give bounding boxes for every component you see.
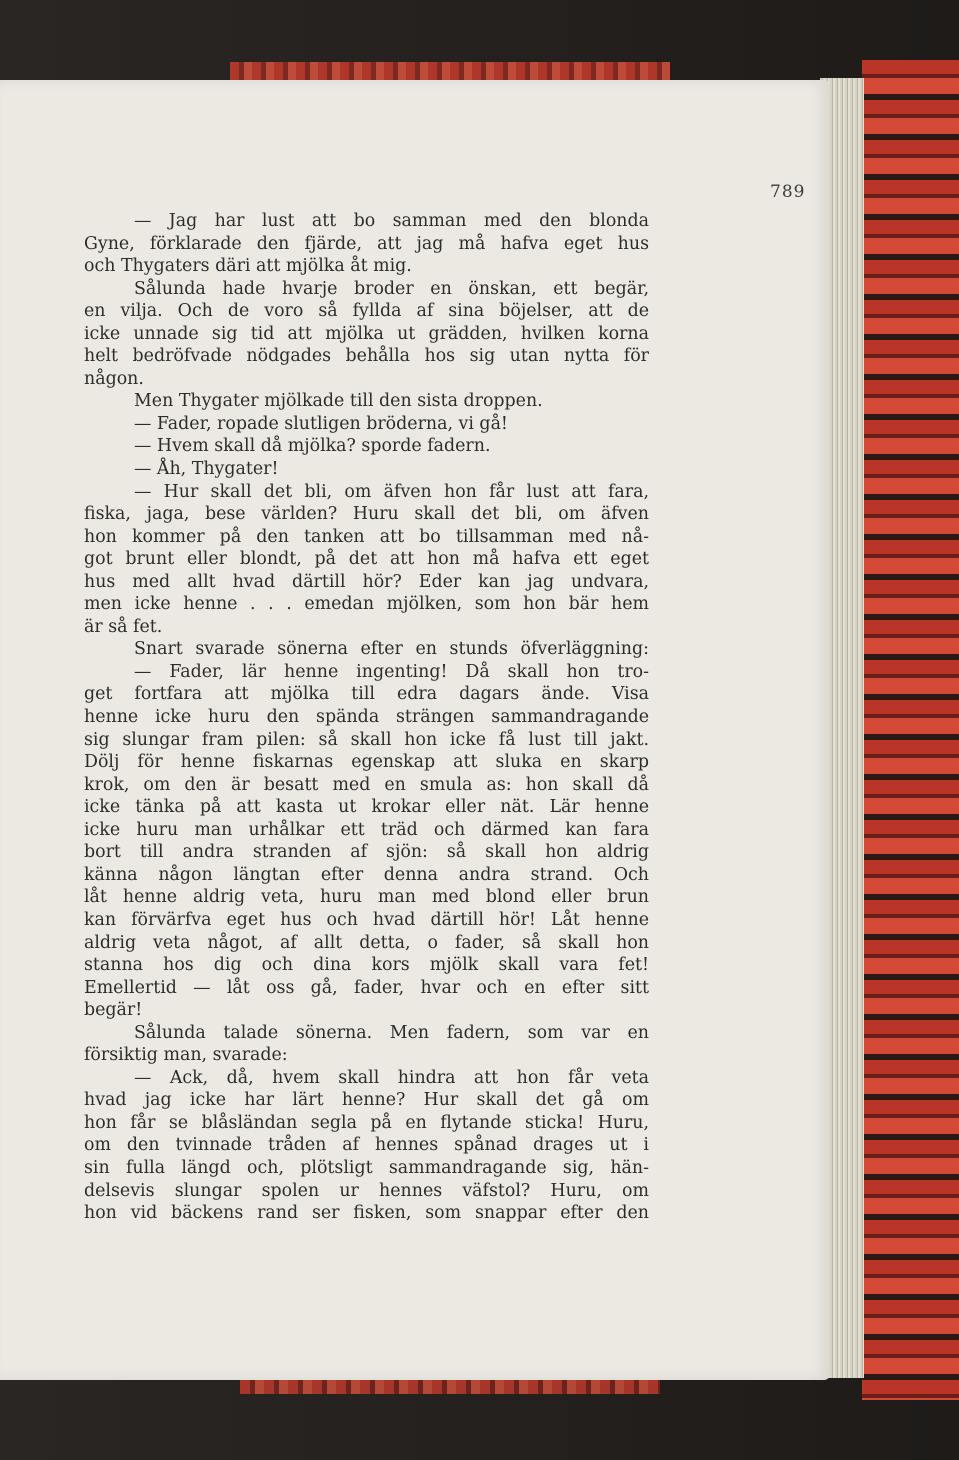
text-line: hon kommer på den tanken att bo tillsamman med nå- bbox=[84, 526, 649, 547]
text-line: krok, om den är besatt med en smula as: hon skall då bbox=[84, 774, 649, 795]
text-line: — Hur skall det bli, om äfven hon får lust att fara, bbox=[134, 481, 649, 502]
text-line: aldrig veta något, af allt detta, o fader, så skall hon bbox=[84, 932, 649, 953]
text-line: henne icke huru den spända strängen sammandragande bbox=[84, 707, 649, 728]
text-line: hus med allt hvad därtill hör? Eder kan jag undvara, bbox=[84, 571, 649, 592]
text-line: fiska, jaga, bese världen? Huru skall det bli, om äfven bbox=[84, 504, 649, 525]
text-line: Sålunda talade sönerna. Men fadern, som var en bbox=[134, 1022, 649, 1043]
text-line: hvad jag icke har lärt henne? Hur skall det gå om bbox=[84, 1090, 649, 1111]
text-line: begär! bbox=[84, 1000, 143, 1021]
text-line: get fortfara att mjölka till edra dagars ände. Visa bbox=[84, 684, 649, 705]
text-line: bort till andra stranden af sjön: så skall hon aldrig bbox=[84, 842, 649, 863]
text-line: en vilja. Och de voro så fyllda af sina böjelser, att de bbox=[84, 301, 649, 322]
text-line: Snart svarade sönerna efter en stunds öfverläggning: bbox=[134, 639, 649, 660]
text-line: försiktig man, svarade: bbox=[84, 1045, 288, 1066]
text-line: icke huru man urhålkar ett träd och därmed kan fara bbox=[84, 819, 649, 840]
text-line: — Åh, Thygater! bbox=[134, 459, 279, 480]
text-line: Sålunda hade hvarje broder en önskan, ett begär, bbox=[134, 278, 649, 299]
text-line: kan förvärfva eget hus och hvad därtill hör! Låt henne bbox=[84, 909, 649, 930]
text-line: sig slungar fram pilen: så skall hon icke få lust till jakt. bbox=[84, 729, 649, 750]
text-line: är så fet. bbox=[84, 616, 163, 637]
book-edge-right bbox=[862, 60, 959, 1400]
text-line: delsevis slungar spolen ur hennes väfstol? Huru, om bbox=[84, 1180, 649, 1201]
text-line: känna någon längtan efter denna andra strand. Och bbox=[84, 864, 649, 885]
page-number: 789 bbox=[770, 182, 806, 202]
text-line: Dölj för henne fiskarnas egenskap att sluka en skarp bbox=[84, 752, 649, 773]
text-line: stanna hos dig och dina kors mjölk skall vara fet! bbox=[84, 955, 649, 976]
text-line: — Fader, ropade slutligen bröderna, vi gå! bbox=[134, 413, 508, 434]
text-line: — Hvem skall då mjölka? sporde fadern. bbox=[134, 436, 491, 457]
text-line: om den tvinnade tråden af hennes spånad drages ut i bbox=[84, 1135, 649, 1156]
text-line: helt bedröfvade nödgades behålla hos sig utan nytta för bbox=[84, 346, 649, 367]
text-line: — Ack, då, hvem skall hindra att hon får veta bbox=[134, 1067, 649, 1088]
text-line: men icke henne . . . emedan mjölken, som hon bär hem bbox=[84, 594, 649, 615]
text-block bbox=[84, 210, 649, 1225]
text-line: hon vid bäckens rand ser fisken, som snappar efter den bbox=[84, 1203, 649, 1224]
text-line: Gyne, förklarade den fjärde, att jag må hafva eget hus bbox=[84, 233, 649, 254]
text-line: och Thygaters däri att mjölka åt mig. bbox=[84, 256, 412, 277]
text-line: hon får se blåsländan segla på en flytande sticka! Huru, bbox=[84, 1112, 649, 1133]
text-line: Emellertid — låt oss gå, fader, hvar och en efter sitt bbox=[84, 977, 649, 998]
text-line: sin fulla längd och, plötsligt sammandragande sig, hän- bbox=[84, 1157, 649, 1178]
text-line: icke unnade sig tid att mjölka ut grädden, hvilken korna bbox=[84, 323, 649, 344]
text-line: icke tänka på att kasta ut krokar eller nät. Lär henne bbox=[84, 797, 649, 818]
text-line: — Fader, lär henne ingenting! Då skall hon tro- bbox=[134, 661, 649, 682]
text-line: någon. bbox=[84, 368, 144, 389]
text-line: låt henne aldrig veta, huru man med blond eller brun bbox=[84, 887, 649, 908]
text-line: got brunt eller blondt, på det att hon må hafva ett eget bbox=[84, 549, 649, 570]
text-line: Men Thygater mjölkade till den sista droppen. bbox=[134, 391, 543, 412]
text-line: — Jag har lust att bo samman med den blonda bbox=[134, 211, 649, 231]
